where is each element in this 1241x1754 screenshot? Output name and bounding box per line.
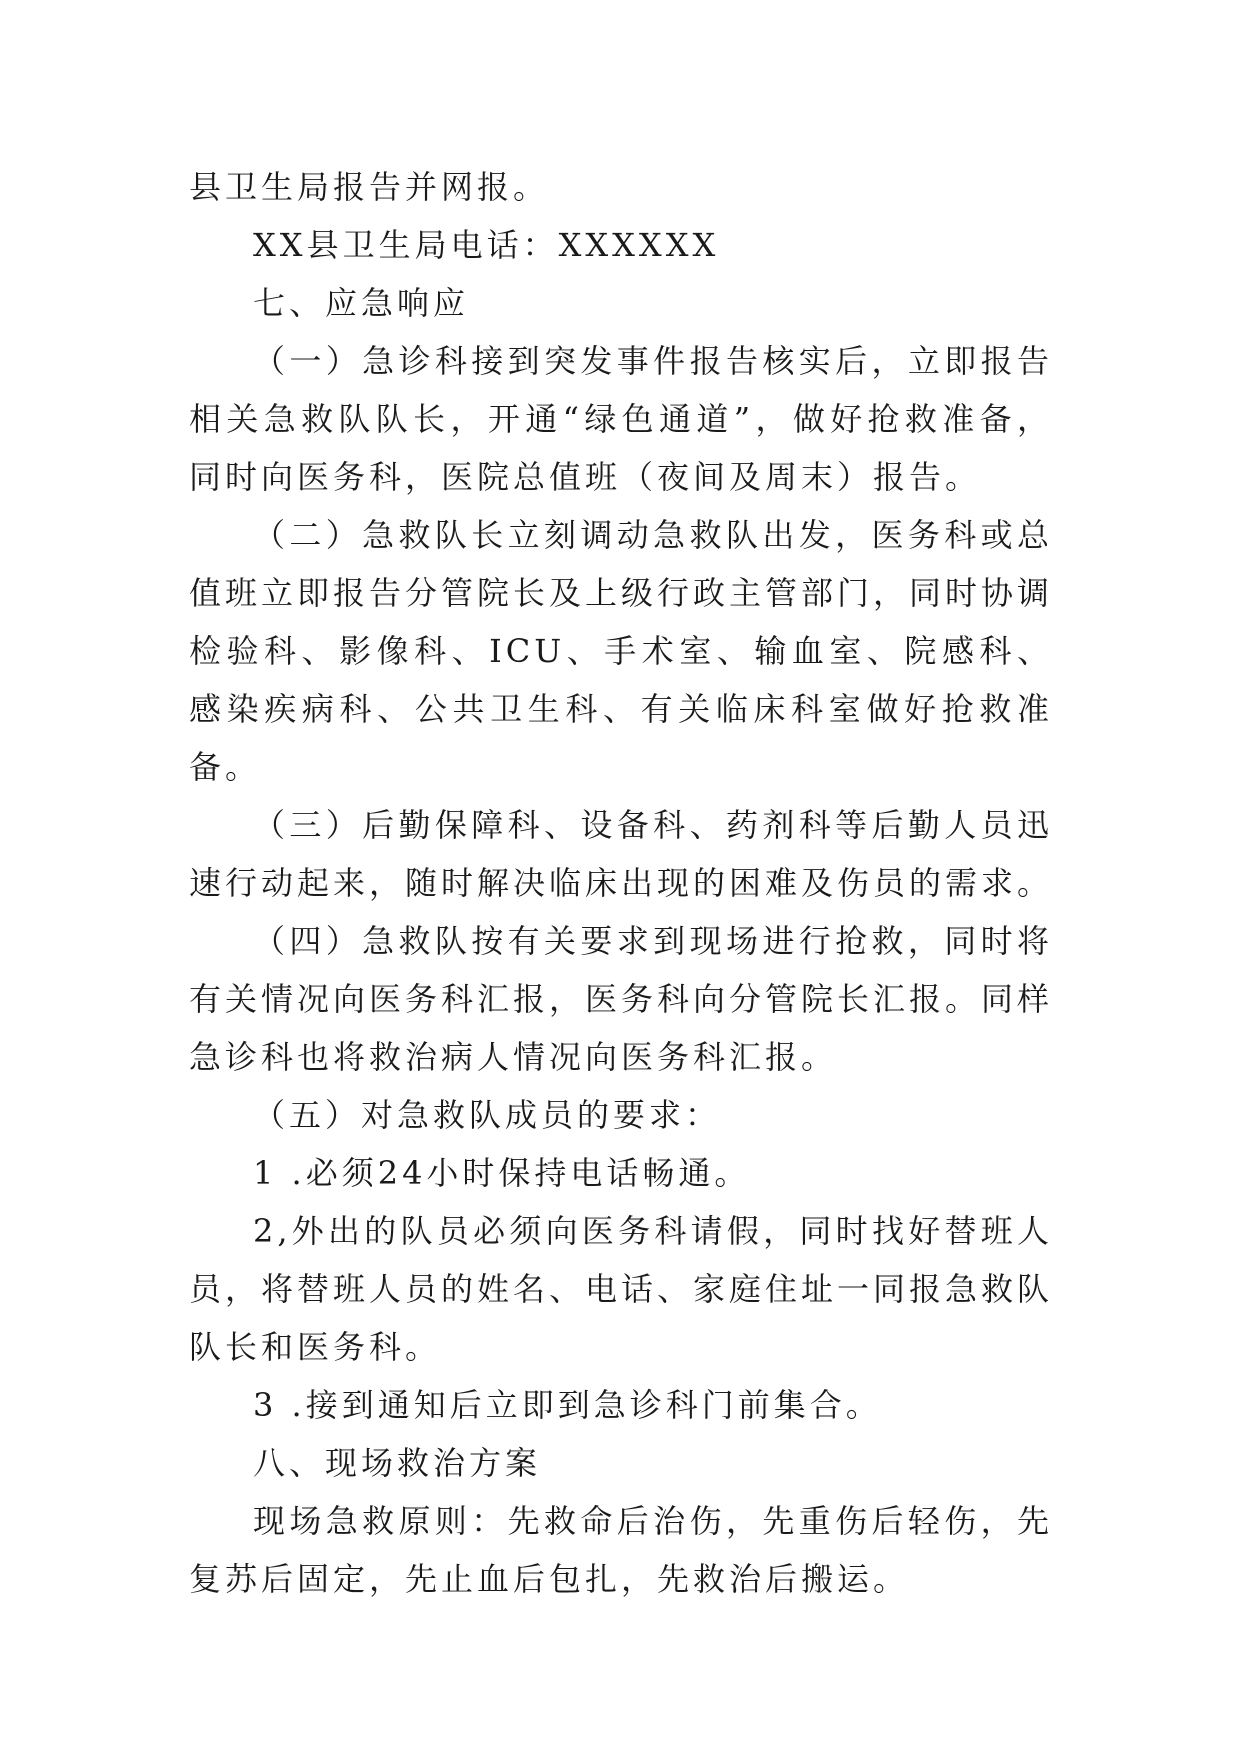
paragraph-first-aid-principles: 现场急救原则：先救命后治伤，先重伤后轻伤，先复苏后固定，先止血后包扎，先救治后搬运。 xyxy=(189,1502,1053,1598)
paragraph-item-1: （一）急诊科接到突发事件报告核实后，立即报告相关急救队队长，开通“绿色通道”，做好抢救准备，同时向医务科，医院总值班（夜间及周末）报告。 xyxy=(189,342,1053,496)
paragraph-health-bureau-phone: XX县卫生局电话：XXXXXX xyxy=(253,226,720,264)
paragraph-item-2: （二）急救队长立刻调动急救队出发，医务科或总值班立即报告分管院长及上级行政主管部门，同时协调检验科、影像科、ICU、手术室、输血室、院感科、感染疾病科、公共卫生科、有关临床科室做好抢救准备。 xyxy=(189,516,1054,786)
paragraph-item-4: （四）急救队按有关要求到现场进行抢救，同时将有关情况向医务科汇报，医务科向分管院长汇报。同样急诊科也将救治病人情况向医务科汇报。 xyxy=(189,922,1054,1076)
section-heading-emergency-response: 七、应急响应 xyxy=(253,284,470,322)
requirement-2: 2,外出的队员必须向医务科请假，同时找好替班人员，将替班人员的姓名、电话、家庭住址一同报急救队队长和医务科。 xyxy=(189,1212,1054,1366)
paragraph-item-3: （三）后勤保障科、设备科、药剂科等后勤人员迅速行动起来，随时解决临床出现的困难及伤员的需求。 xyxy=(189,806,1054,902)
paragraph-item-5: （五）对急救队成员的要求： xyxy=(253,1096,722,1134)
section-heading-onsite-treatment: 八、现场救治方案 xyxy=(253,1444,542,1482)
requirement-3: 3 .接到通知后立即到急诊科门前集合。 xyxy=(253,1386,882,1424)
document-body xyxy=(189,158,1053,1608)
paragraph-report-continuation: 县卫生局报告并网报。 xyxy=(189,168,550,206)
requirement-1: 1 .必须24小时保持电话畅通。 xyxy=(253,1154,751,1192)
